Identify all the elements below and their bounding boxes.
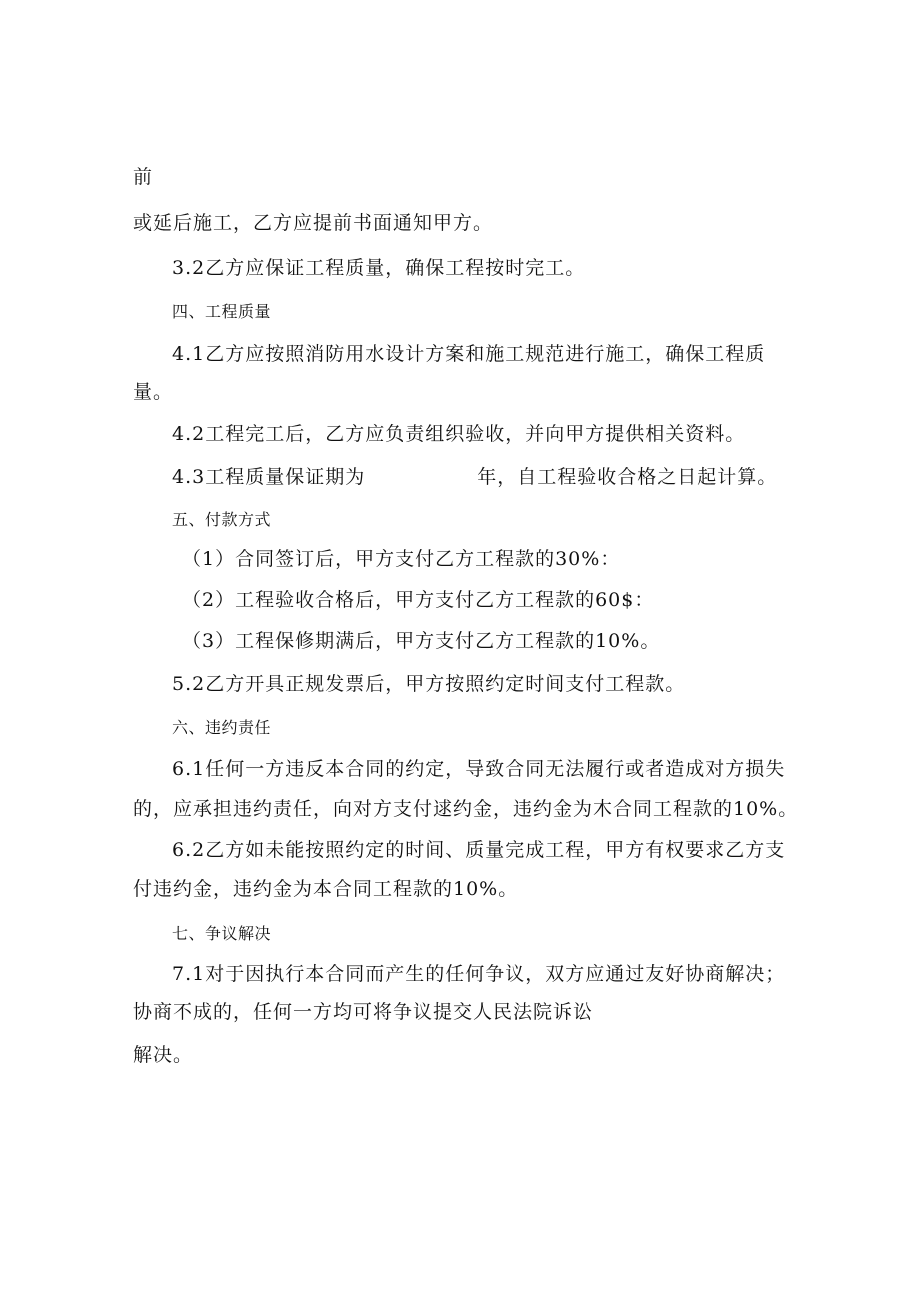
section-heading-liability: 六、违约责任 (172, 718, 272, 737)
text-line: 量。 (133, 381, 174, 403)
payment-item-2: （2）工程验收合格后，甲方支付乙方工程款的60$： (182, 589, 655, 611)
text-line: 协商不成的，任何一方均可将争议提交人民法院诉讼 (133, 1001, 594, 1023)
clause-4-1: 4.1乙方应按照消防用水设计方案和施工规范进行施工，确保工程质 (172, 343, 766, 365)
clause-7-1: 7.1对于因执行本合同而产生的任何争议，双方应通过友好协商解决； (172, 963, 786, 985)
text-line: 付违约金，违约金为本合同工程款的10%。 (133, 878, 519, 900)
clause-4-3-after-blank: 年，自工程验收合格之日起计算。 (477, 466, 778, 488)
clause-6-2: 6.2乙方如未能按照约定的时间、质量完成工程，甲方有权要求乙方支 (172, 839, 786, 861)
section-heading-dispute: 七、争议解决 (172, 924, 272, 943)
clause-5-2: 5.2乙方开具正规发票后，甲方按照约定时间支付工程款。 (172, 673, 686, 695)
clause-4-3 (172, 465, 777, 489)
text-line: 前 (133, 166, 154, 188)
text-line: 或延后施工，乙方应提前书面通知甲方。 (133, 212, 494, 234)
payment-item-1: （1）合同签订后，甲方支付乙方工程款的30%： (182, 548, 621, 570)
payment-item-3: （3）工程保修期满后，甲方支付乙方工程款的10%。 (182, 630, 661, 652)
clause-3-2: 3.2乙方应保证工程质量，确保工程按时完工。 (172, 257, 586, 279)
clause-4-2: 4.2工程完工后，乙方应负责组织验收，并向甲方提供相关资料。 (172, 423, 746, 445)
clause-6-1: 6.1任何一方违反本合同的约定，导致合同无法履行或者造成对方损失 (172, 758, 786, 780)
section-heading-quality: 四、工程质量 (172, 302, 272, 321)
text-line: 解决。 (133, 1044, 194, 1066)
clause-4-3-before-blank: 4.3工程质量保证期为 (172, 466, 366, 488)
text-line: 的，应承担违约责任，向对方支付逑约金，违约金为木合同工程款的10%。 (133, 798, 799, 820)
section-heading-payment: 五、付款方式 (172, 510, 272, 529)
